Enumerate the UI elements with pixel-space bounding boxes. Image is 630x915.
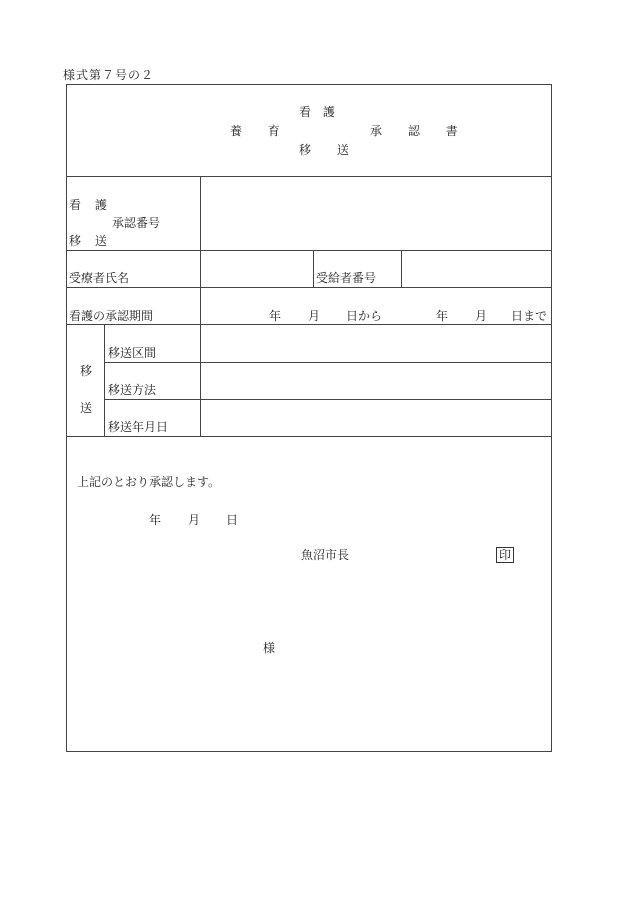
date-year: 年	[149, 513, 162, 527]
title-left: 養 育	[230, 124, 280, 138]
transfer-group-top: 移	[80, 364, 93, 378]
addressee-suffix: 様	[263, 641, 276, 655]
approval-number-top: 看 護	[69, 198, 107, 212]
recipient-number-label: 受給者番号	[316, 271, 377, 285]
date-month: 月	[188, 513, 201, 527]
approval-statement: 上記のとおり承認します。	[77, 475, 221, 489]
period-year-until: 年	[436, 309, 449, 323]
transfer-section-field[interactable]	[202, 327, 550, 360]
patient-name-label: 受療者氏名	[69, 271, 130, 285]
transfer-method-label: 移送方法	[108, 383, 157, 397]
approval-period-label: 看護の承認期間	[69, 309, 154, 323]
column-divider-recipient	[401, 250, 402, 287]
date-day: 日	[226, 513, 239, 527]
divider-patient	[66, 287, 552, 288]
divider-transfer-1	[104, 362, 552, 363]
period-day-until: 日まで	[511, 309, 548, 323]
column-divider-transfer	[104, 324, 105, 436]
divider-title	[66, 176, 552, 177]
patient-name-field[interactable]	[202, 253, 311, 285]
column-divider-patient	[313, 250, 314, 287]
approval-number-bottom: 移 送	[69, 234, 107, 248]
approval-number-field[interactable]	[202, 180, 550, 248]
transfer-group-bottom: 送	[80, 401, 93, 415]
recipient-number-field[interactable]	[403, 253, 550, 285]
title-top: 看 護	[299, 105, 335, 119]
transfer-method-field[interactable]	[202, 365, 550, 397]
title-right: 承 認 書	[370, 124, 458, 138]
divider-period	[66, 324, 552, 325]
transfer-date-label: 移送年月日	[108, 420, 169, 434]
form-number: 様式第７号の２	[63, 68, 155, 82]
mayor-title: 魚沼市長	[301, 548, 350, 562]
divider-transfer-end	[66, 436, 552, 437]
period-year-from: 年	[269, 309, 282, 323]
period-day-from: 日から	[346, 309, 383, 323]
divider-approval-number	[66, 250, 552, 251]
seal-mark: 印	[496, 547, 514, 563]
column-divider-label	[200, 176, 201, 436]
transfer-section-label: 移送区間	[108, 346, 157, 360]
period-month-until: 月	[475, 309, 488, 323]
period-month-from: 月	[308, 309, 321, 323]
divider-transfer-2	[104, 399, 552, 400]
title-bottom: 移 送	[299, 143, 349, 157]
transfer-date-field[interactable]	[202, 402, 550, 434]
approval-number-label: 承認番号	[112, 216, 161, 230]
